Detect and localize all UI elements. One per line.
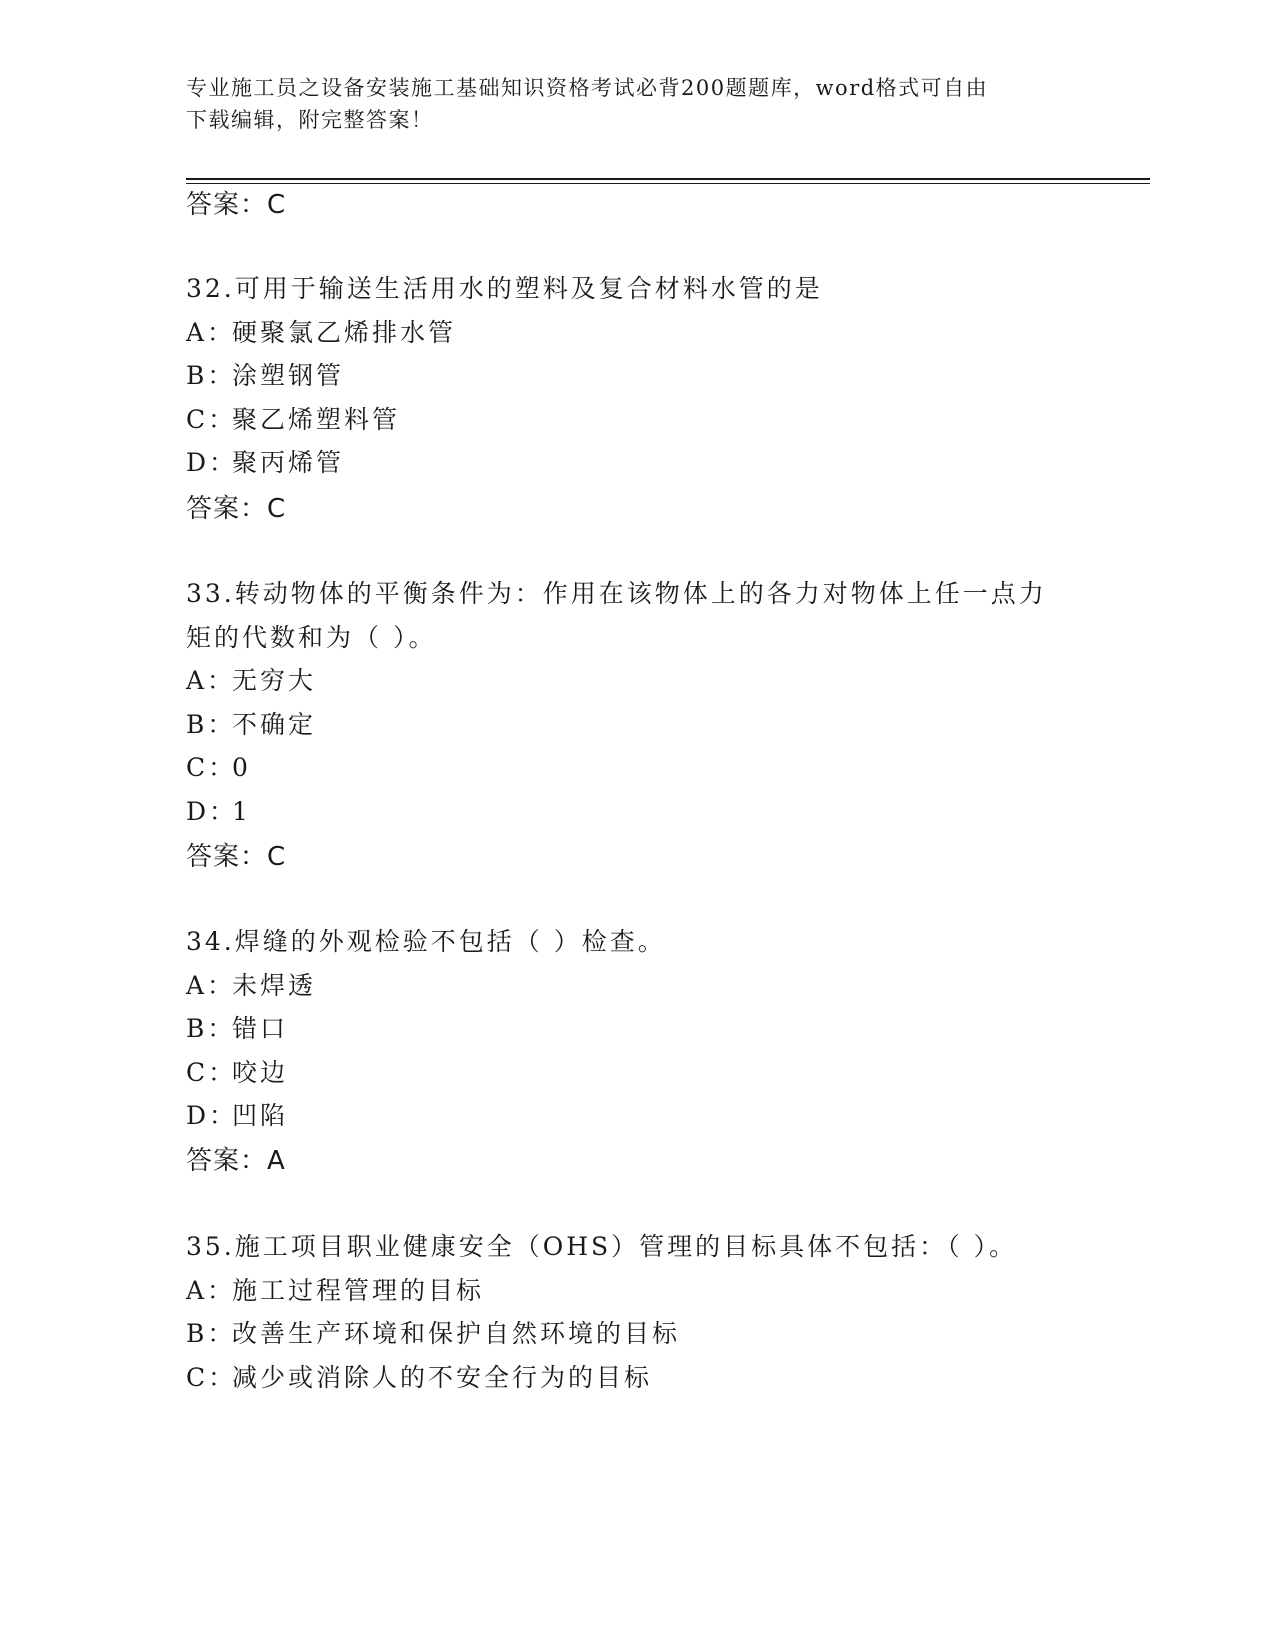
option-text: 咬边 <box>232 1058 289 1087</box>
option-letter: B： <box>186 1014 236 1043</box>
answer-line: 答案：C <box>186 190 287 220</box>
option-letter: D： <box>186 1101 238 1130</box>
header-line-1: 专业施工员之设备安装施工基础知识资格考试必背200题题库，word格式可自由 <box>186 76 989 100</box>
header-line-2: 下载编辑，附完整答案！ <box>186 108 434 132</box>
header-rule-thick <box>186 178 1150 180</box>
option-letter: C： <box>186 1363 237 1392</box>
option-d <box>186 1100 288 1132</box>
option-letter: C： <box>186 753 237 782</box>
option-text: 改善生产环境和保护自然环境的目标 <box>232 1319 681 1348</box>
option-letter: A： <box>186 971 236 1000</box>
option-text: 未焊透 <box>232 971 317 1000</box>
option-letter: D： <box>186 448 238 477</box>
option-letter: C： <box>186 1058 237 1087</box>
question-stem: 34.焊缝的外观检验不包括（ ）检查。 <box>186 927 666 956</box>
option-letter: A： <box>186 1276 236 1305</box>
document-header <box>186 72 1086 136</box>
question-stem: 33.转动物体的平衡条件为：作用在该物体上的各力对物体上任一点力 <box>186 579 1047 608</box>
option-letter: B： <box>186 361 236 390</box>
option-text: 错口 <box>232 1014 289 1043</box>
option-text: 1 <box>232 797 251 826</box>
question-stem: 35.施工项目职业健康安全（OHS）管理的目标具体不包括：（ ）。 <box>186 1232 1018 1261</box>
header-rule-thin <box>186 183 1150 184</box>
answer-line: 答案：C <box>186 842 287 872</box>
option-c <box>186 404 400 436</box>
option-letter: A： <box>186 666 236 695</box>
option-text: 不确定 <box>232 710 317 739</box>
option-text: 硬聚氯乙烯排水管 <box>232 318 457 347</box>
option-b <box>186 709 316 741</box>
option-a <box>186 970 316 1002</box>
option-c <box>186 1362 652 1394</box>
option-b <box>186 1318 680 1350</box>
option-d <box>186 796 251 828</box>
option-text: 凹陷 <box>232 1101 289 1130</box>
answer-line: 答案：A <box>186 1146 286 1176</box>
option-text: 施工过程管理的目标 <box>232 1276 485 1305</box>
option-text: 聚丙烯管 <box>232 448 345 477</box>
option-a <box>186 317 456 349</box>
question-stem: 32.可用于输送生活用水的塑料及复合材料水管的是 <box>186 274 823 303</box>
option-letter: A： <box>186 318 236 347</box>
option-c <box>186 752 251 784</box>
option-text: 无穷大 <box>232 666 317 695</box>
option-text: 0 <box>232 753 251 782</box>
option-text: 涂塑钢管 <box>232 361 345 390</box>
option-letter: C： <box>186 405 237 434</box>
option-d <box>186 447 344 479</box>
answer-line: 答案：C <box>186 494 287 524</box>
option-letter: B： <box>186 710 236 739</box>
option-c <box>186 1057 288 1089</box>
option-b <box>186 1013 288 1045</box>
option-a <box>186 1275 484 1307</box>
option-text: 减少或消除人的不安全行为的目标 <box>232 1363 653 1392</box>
option-letter: D： <box>186 797 238 826</box>
option-text: 聚乙烯塑料管 <box>232 405 401 434</box>
option-b <box>186 360 344 392</box>
option-a <box>186 665 316 697</box>
question-stem-continuation: 矩的代数和为（ ）。 <box>186 623 437 652</box>
option-letter: B： <box>186 1319 236 1348</box>
